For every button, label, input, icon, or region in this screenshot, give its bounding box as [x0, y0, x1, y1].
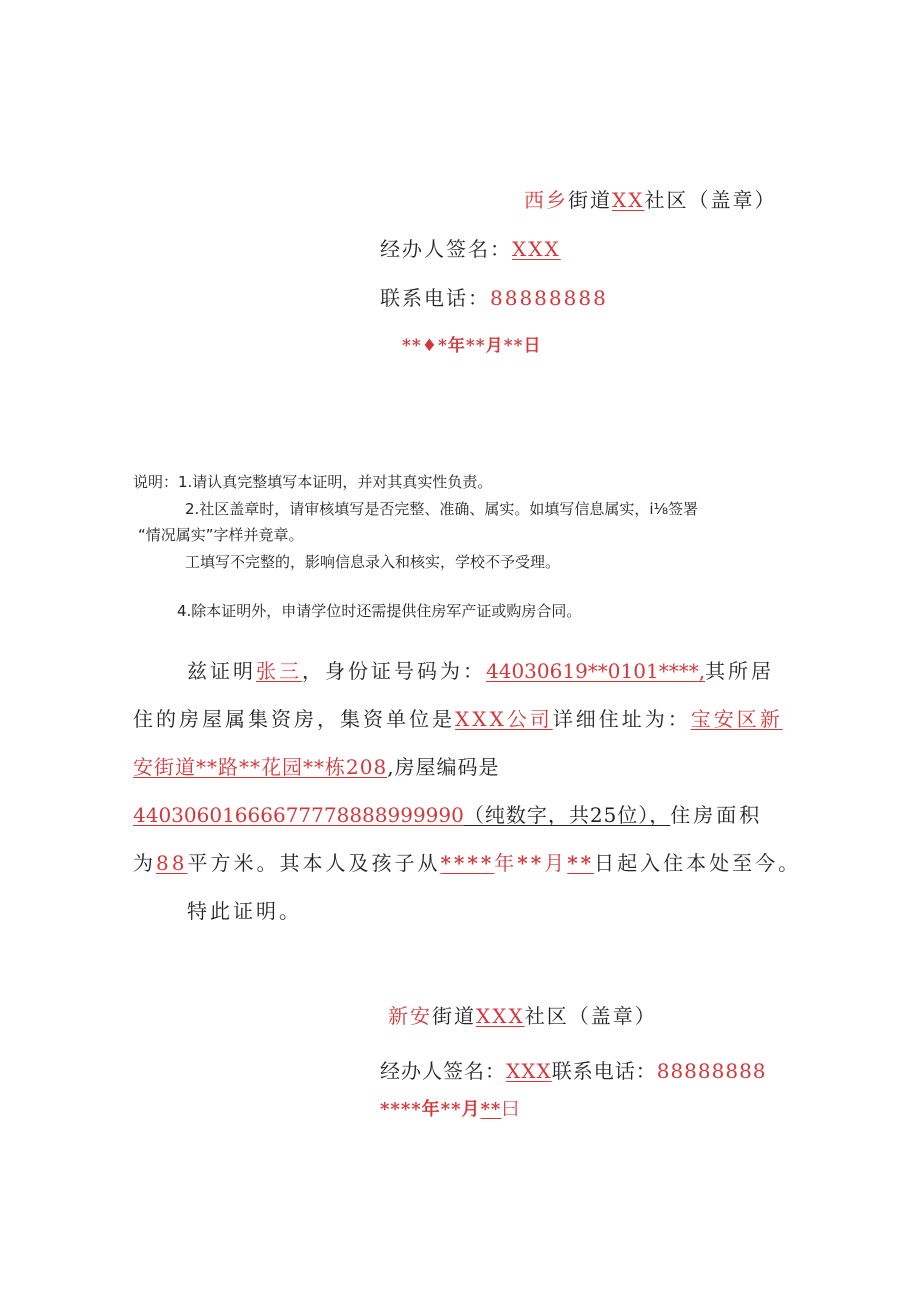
body-text: （纯数字，共25位），: [463, 803, 671, 827]
phone-1: 88888888: [490, 286, 608, 310]
office-street-label-1: 街道: [568, 188, 612, 212]
date-2-ym: ****年**月: [380, 1099, 481, 1120]
phone-label-2: 联系电话：: [551, 1059, 657, 1083]
agent-line-1: [380, 233, 561, 262]
body-line-2: [133, 703, 783, 732]
agent-label-2: 经办人签名：: [380, 1059, 506, 1083]
person-name: 张三: [256, 659, 302, 683]
body-text: 日起入住本处至今。: [594, 851, 802, 875]
office-stamp-label-1: 社区（盖章）: [644, 188, 777, 212]
body-text: ，身份证号码为：: [302, 659, 486, 683]
phone-line-1: [380, 282, 608, 311]
from-day: **: [567, 851, 595, 875]
office-line-2: [388, 1000, 657, 1029]
body-text: 详细住址为：: [552, 707, 691, 731]
date-2-day: **: [480, 1099, 502, 1120]
note-1: 说明：1.请认真完整填写本证明，并对其真实性负责。: [133, 473, 493, 491]
house-code: 44030601666677778888999990: [133, 803, 464, 827]
body-text: 兹证明: [187, 659, 256, 683]
body-line-3: [133, 751, 500, 780]
office-community-1: XX: [612, 188, 645, 212]
id-number: 44030619**0101****,: [486, 659, 706, 683]
body-text: ,房屋编码是: [387, 755, 500, 779]
body-text: 平方米。其本人及孩子从: [187, 851, 441, 875]
body-line-5: [133, 847, 801, 876]
office-line-1: [524, 184, 776, 213]
body-text: 其所居: [705, 659, 775, 683]
note-2: 2.社区盖章时，请审核填写是否完整、准确、属实。如填写信息属实，i⅛签署: [185, 500, 699, 518]
address-part-1: 宝安区新: [690, 707, 783, 731]
date-1: **♦*年**月**日: [402, 336, 542, 356]
office-stamp-label-2: 社区（盖章）: [524, 1004, 657, 1028]
body-text: 住房面积: [670, 803, 763, 827]
office-community-2: XXX: [476, 1004, 525, 1028]
office-town-2: 新安: [388, 1004, 432, 1028]
year-char: 年: [494, 851, 518, 875]
office-street-label-2: 街道: [432, 1004, 476, 1028]
from-year: ****: [440, 851, 495, 875]
unit-name: XXX公司: [455, 707, 553, 731]
phone-2: 88888888: [656, 1059, 767, 1083]
agent-label-1: 经办人签名：: [380, 237, 512, 261]
note-2-cont: “情况属实”字样并竟章。: [138, 526, 304, 544]
closing: 特此证明。: [187, 899, 302, 923]
note-3: 工填写不完整的，影响信息录入和核实，学校不予受理。: [185, 553, 561, 571]
address-part-2: 安街道**路**花园**栋208: [133, 755, 388, 779]
office-town-1: 西乡: [524, 188, 568, 212]
from-month: **: [517, 851, 545, 875]
month-char: 月: [544, 851, 568, 875]
body-text: 为: [133, 851, 156, 875]
body-line-4: [133, 799, 762, 828]
date-2-day-char: 曰: [501, 1099, 521, 1120]
note-4: 4.除本证明外，申请学位时还需提供住房军产证或购房合同。: [177, 602, 582, 620]
agent-name-1: XXX: [512, 237, 561, 261]
area-value: 88: [156, 851, 188, 875]
date-2: [380, 1095, 520, 1121]
phone-label-1: 联系电话：: [380, 286, 490, 310]
body-text: 住的房屋属集资房，集资单位是: [133, 707, 455, 731]
agent-phone-line-2: [380, 1055, 767, 1084]
agent-name-2: XXX: [506, 1059, 552, 1083]
body-line-1: [187, 655, 774, 684]
